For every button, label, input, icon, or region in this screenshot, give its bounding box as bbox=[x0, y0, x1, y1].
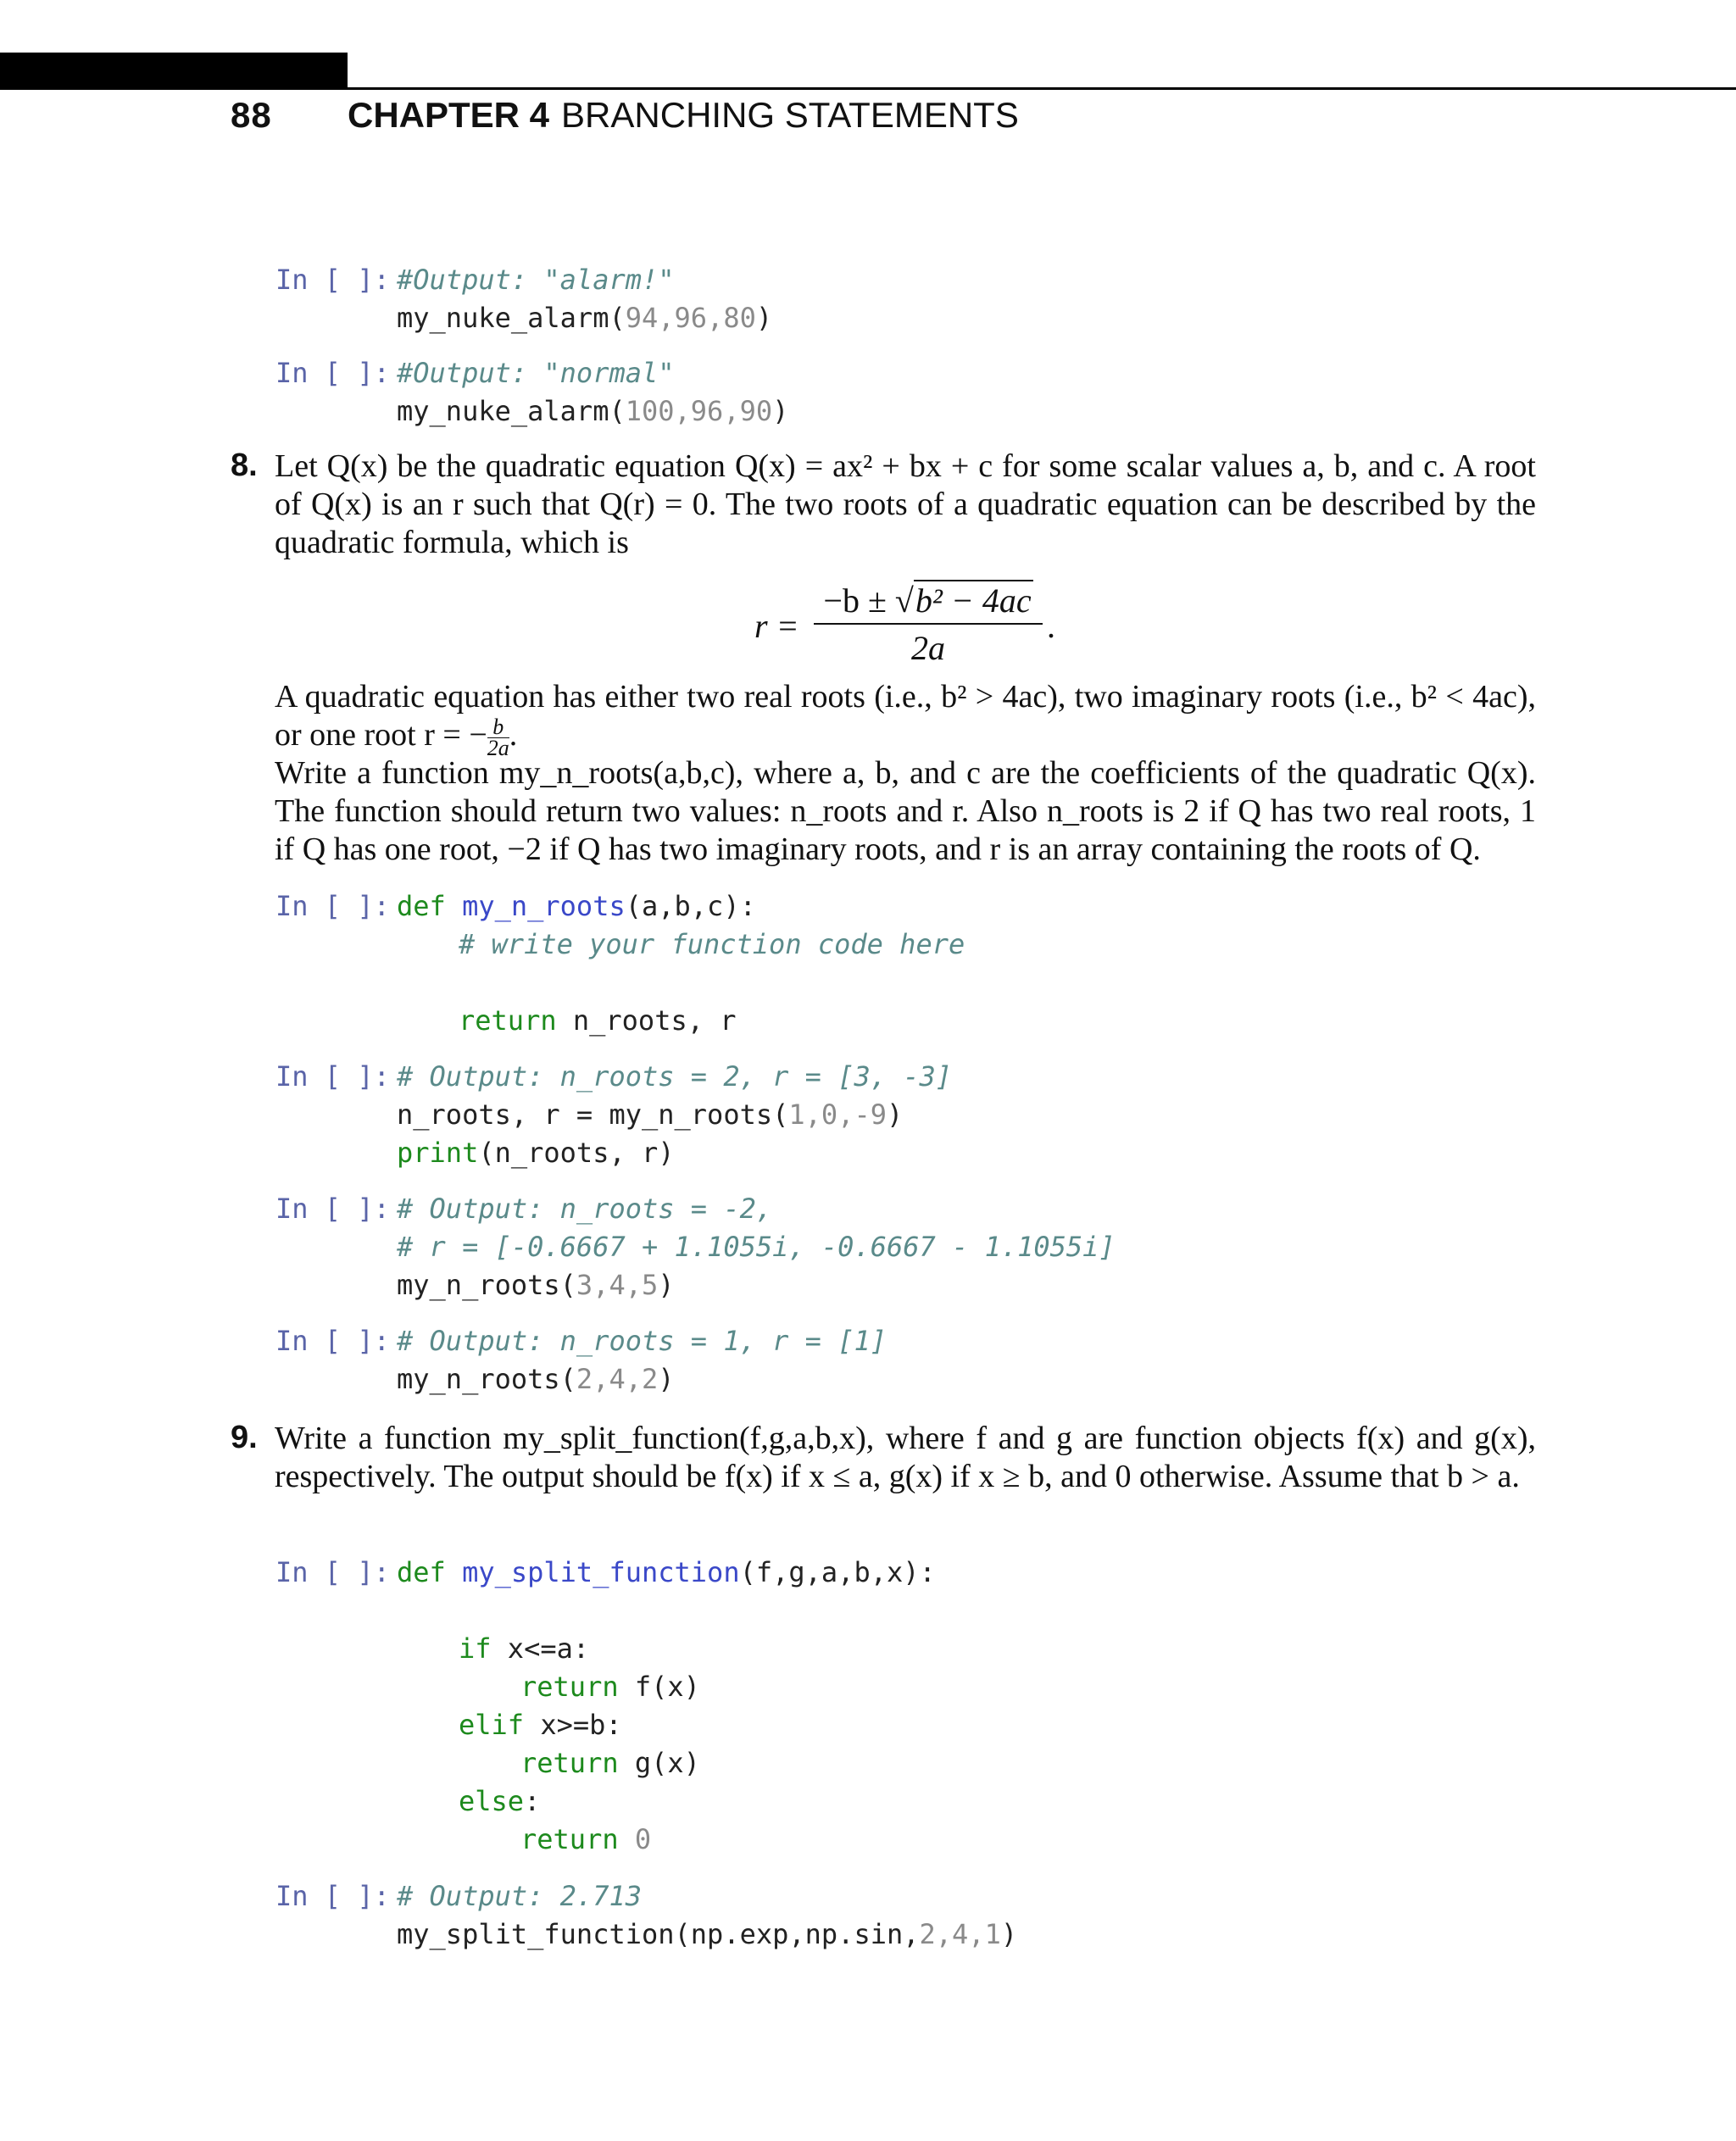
fraction-bar bbox=[814, 623, 1043, 625]
code-number: 2,4,1 bbox=[919, 1918, 1001, 1950]
code-text: ) bbox=[755, 302, 773, 334]
keyword: return bbox=[459, 1004, 557, 1037]
code-number: 2,4,2 bbox=[576, 1363, 659, 1395]
code-text: my_n_roots( bbox=[397, 1269, 576, 1301]
numerator-text: −b ± √ bbox=[823, 581, 914, 620]
cell-prompt: In [ ]: bbox=[275, 357, 390, 389]
running-head bbox=[348, 95, 1019, 136]
code-cell-def-split[interactable] bbox=[275, 1554, 936, 1859]
header-bar bbox=[0, 53, 348, 90]
problem-8 bbox=[231, 448, 1536, 562]
code-cell-def-n-roots[interactable] bbox=[275, 887, 965, 1040]
keyword: if bbox=[459, 1632, 492, 1665]
cell-prompt: In [ ]: bbox=[275, 1060, 390, 1093]
chapter-label: CHAPTER 4 bbox=[348, 95, 550, 135]
formula-period: . bbox=[1047, 607, 1055, 645]
code-cell-test-2[interactable] bbox=[275, 1190, 1116, 1304]
problem-8-task: Write a function my_n_roots(a,b,c), where a, b, and c are the coefficients of the quadratic Q(x). The function should return two values: n_roots and r. Also n_roots is 2 if Q has two real roots, 1 if Q has one root, −2 if Q has two imaginary roots, and r is an array containing the roots of Q. bbox=[275, 755, 1536, 867]
code-cell-test-split[interactable] bbox=[275, 1877, 1017, 1954]
formula-denominator: 2a bbox=[911, 629, 945, 667]
code-text: ) bbox=[772, 395, 789, 427]
roots-description: A quadratic equation has either two real roots (i.e., b² > 4ac), two imaginary roots (i.e., b² < 4ac), or one root r = − $\frac{b}{2a}$ . bbox=[275, 679, 1536, 760]
fraction-b-over-2a bbox=[487, 714, 509, 760]
formula-numerator bbox=[814, 581, 1043, 620]
code-comment: # Output: 2.713 bbox=[397, 1880, 642, 1912]
keyword: return bbox=[520, 1747, 619, 1779]
function-name: my_n_roots bbox=[462, 890, 626, 922]
page-number: 88 bbox=[231, 95, 272, 135]
code-cell-normal[interactable] bbox=[275, 354, 788, 431]
chapter-title: BRANCHING STATEMENTS bbox=[561, 95, 1019, 135]
code-text: (f,g,a,b,x): bbox=[739, 1556, 936, 1588]
code-text: n_roots, r = my_n_roots( bbox=[397, 1098, 789, 1131]
code-text: my_split_function(np.exp,np.sin, bbox=[397, 1918, 920, 1950]
problem-8-intro: Let Q(x) be the quadratic equation Q(x) = ax² + bx + c for some scalar values a, b, and c. A root of Q(x) is an r such that Q(r) = 0. The two roots of a quadratic equation can be described by the quadratic formula, which is bbox=[275, 448, 1536, 560]
problem-9-text: Write a function my_split_function(f,g,a,b,x), where f and g are function objects f(x) and g(x), respectively. The output should be f(x) if x ≤ a, g(x) if x ≥ b, and 0 otherwise. Assume that b > a. bbox=[275, 1421, 1536, 1494]
keyword: def bbox=[397, 1556, 446, 1588]
frac-bottom: 2a bbox=[487, 735, 509, 760]
code-text: x>=b: bbox=[524, 1709, 622, 1741]
code-cell-test-3[interactable] bbox=[275, 1322, 887, 1399]
code-number: 1,0,-9 bbox=[788, 1098, 887, 1131]
keyword: print bbox=[397, 1137, 479, 1169]
code-comment: # Output: n_roots = 2, r = [3, -3] bbox=[397, 1060, 953, 1093]
code-text: my_nuke_alarm( bbox=[397, 395, 626, 427]
keyword: else bbox=[459, 1785, 525, 1817]
code-text: ) bbox=[658, 1363, 675, 1395]
problem-number: 9. bbox=[231, 1420, 258, 1455]
code-text: (n_roots, r) bbox=[478, 1137, 675, 1169]
code-comment: # Output: n_roots = -2, bbox=[397, 1193, 773, 1225]
code-cell-alarm[interactable] bbox=[275, 261, 772, 337]
formula-lhs: r = bbox=[754, 607, 799, 645]
cell-prompt: In [ ]: bbox=[275, 264, 390, 296]
keyword: elif bbox=[459, 1709, 525, 1741]
code-text: n_roots, r bbox=[572, 1004, 737, 1037]
keyword: def bbox=[397, 890, 446, 922]
code-text: x<=a: bbox=[491, 1632, 590, 1665]
problem-9 bbox=[231, 1420, 1536, 1496]
cell-prompt: In [ ]: bbox=[275, 1556, 390, 1588]
cell-prompt: In [ ]: bbox=[275, 1193, 390, 1225]
problem-number: 8. bbox=[231, 448, 258, 483]
cell-prompt: In [ ]: bbox=[275, 890, 390, 922]
code-text: ) bbox=[1000, 1918, 1018, 1950]
code-comment: #Output: "alarm!" bbox=[397, 264, 675, 296]
code-comment: #Output: "normal" bbox=[397, 357, 675, 389]
code-text: (a,b,c): bbox=[625, 890, 756, 922]
code-number: 100,96,90 bbox=[625, 395, 773, 427]
code-cell-test-1[interactable] bbox=[275, 1058, 952, 1172]
header-rule bbox=[348, 87, 1736, 90]
code-number: 3,4,5 bbox=[576, 1269, 659, 1301]
code-text: ) bbox=[886, 1098, 904, 1131]
code-text: my_n_roots( bbox=[397, 1363, 576, 1395]
keyword: return bbox=[520, 1823, 619, 1855]
code-text: : bbox=[524, 1785, 541, 1817]
code-number: 0 bbox=[634, 1823, 652, 1855]
code-text: g(x) bbox=[618, 1747, 700, 1779]
cell-prompt: In [ ]: bbox=[275, 1880, 390, 1912]
quadratic-formula bbox=[754, 581, 1077, 674]
roots-text: A quadratic equation has either two real roots (i.e., b² > 4ac), two imaginary roots (i.e., b² < 4ac), or one root r = − bbox=[275, 679, 1536, 753]
code-comment: # r = [-0.6667 + 1.1055i, -0.6667 - 1.1055i] bbox=[397, 1231, 1116, 1263]
code-text: my_nuke_alarm( bbox=[397, 302, 626, 334]
frac-top: b bbox=[487, 717, 509, 738]
code-text: ) bbox=[658, 1269, 675, 1301]
code-comment: # write your function code here bbox=[459, 928, 965, 960]
cell-prompt: In [ ]: bbox=[275, 1325, 390, 1357]
radicand: b² − 4ac bbox=[915, 581, 1032, 620]
keyword: return bbox=[520, 1671, 619, 1703]
code-text: f(x) bbox=[618, 1671, 700, 1703]
code-number: 94,96,80 bbox=[625, 302, 756, 334]
code-comment: # Output: n_roots = 1, r = [1] bbox=[397, 1325, 887, 1357]
function-name: my_split_function bbox=[462, 1556, 740, 1588]
